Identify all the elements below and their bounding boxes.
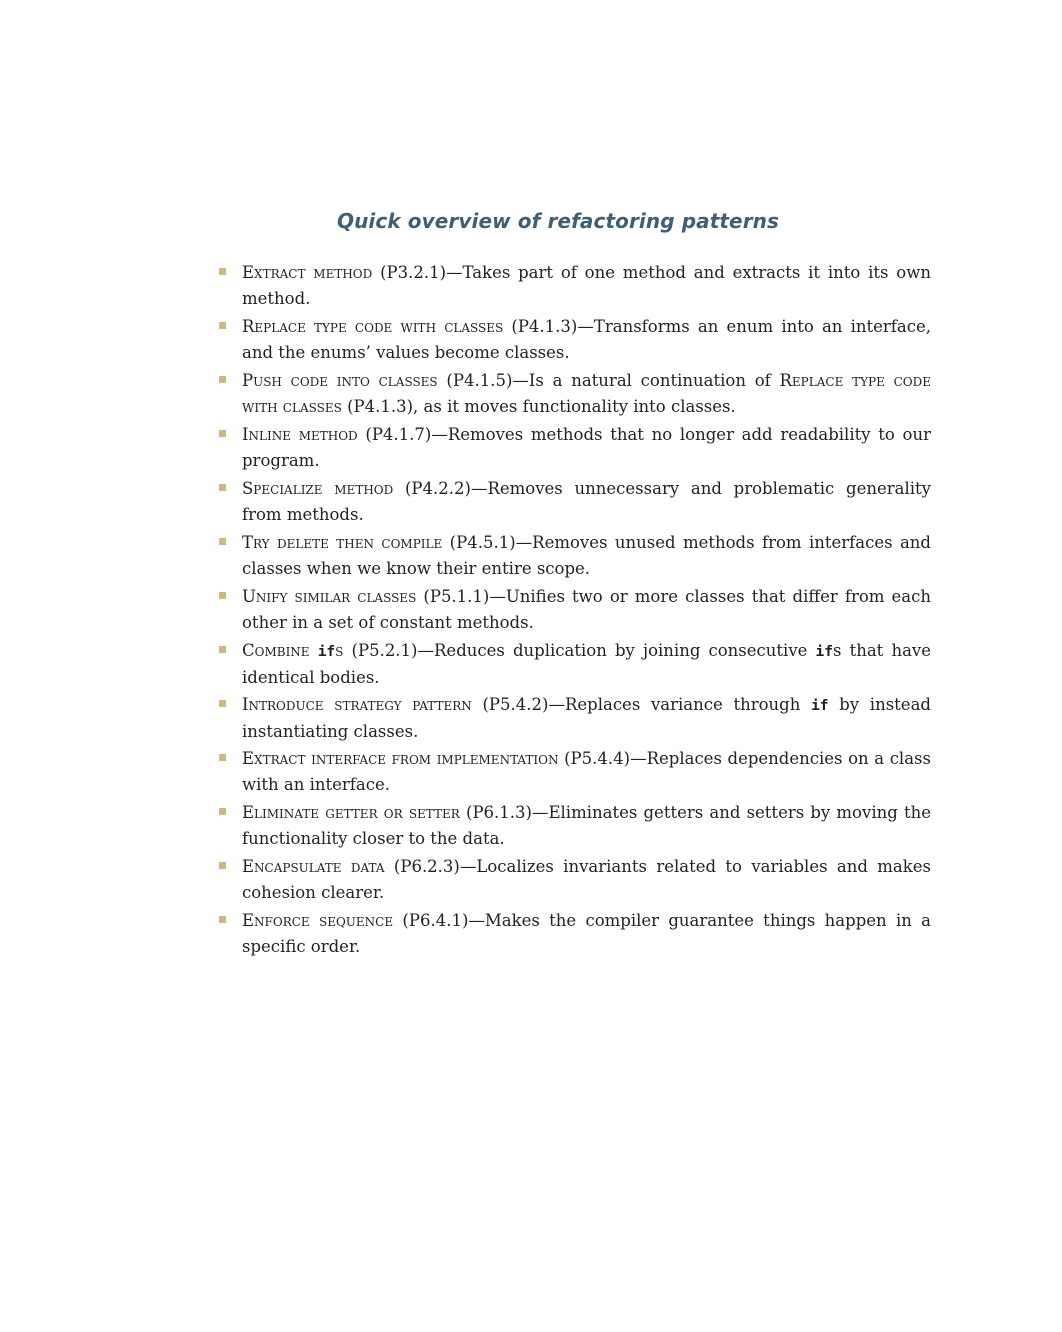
code-keyword: if <box>317 644 336 660</box>
square-bullet-icon <box>219 322 226 329</box>
pattern-ref: (P6.4.1) <box>393 911 469 930</box>
pattern-desc: s that have identical bodies. <box>242 641 931 687</box>
pattern-desc: —Replaces variance through <box>548 695 812 714</box>
list-item <box>219 476 931 530</box>
pattern-desc: —Replaces dependencies on a class with an interface. <box>242 749 931 794</box>
pattern-name: Specialize method <box>242 479 394 498</box>
square-bullet-icon <box>219 268 226 275</box>
square-bullet-icon <box>219 376 226 383</box>
pattern-ref: (P4.1.3) <box>503 317 578 336</box>
pattern-name: Extract interface from implementation <box>242 749 559 768</box>
pattern-desc: —Is a natural continuation of <box>512 371 780 390</box>
pattern-ref: (P4.1.5) <box>437 371 513 390</box>
pattern-ref: (P6.2.3) <box>384 857 460 876</box>
pattern-name: Introduce strategy pattern <box>242 695 472 714</box>
list-item <box>219 908 931 962</box>
list-item <box>219 692 931 746</box>
pattern-desc: —Removes methods that no longer add readability to our program. <box>242 425 931 470</box>
pattern-name: Combine <box>242 641 318 660</box>
list-item <box>219 800 931 854</box>
pattern-ref: (P6.1.3) <box>459 803 532 822</box>
list-item <box>219 422 931 476</box>
pattern-ref: (P5.4.2) <box>471 695 549 714</box>
pattern-ref: (P5.4.4) <box>558 749 631 768</box>
pattern-desc: —Unifies two or more classes that differ from each other in a set of constant methods. <box>242 587 931 632</box>
list-item <box>219 260 931 314</box>
list-item <box>219 746 931 800</box>
pattern-name: Inline method <box>242 425 358 444</box>
pattern-ref: (P3.2.1) <box>372 263 447 282</box>
pattern-name-suffix: s <box>335 641 344 660</box>
pattern-name: Eliminate getter or setter <box>242 803 460 822</box>
pattern-name: Replace type code with classes <box>242 317 504 336</box>
square-bullet-icon <box>219 592 226 599</box>
square-bullet-icon <box>219 916 226 923</box>
pattern-name: Enforce sequence <box>242 911 394 930</box>
pattern-ref: (P4.1.7) <box>357 425 432 444</box>
pattern-ref: (P5.1.1) <box>416 587 490 606</box>
list-item <box>219 638 931 692</box>
pattern-desc: —Makes the compiler guarantee things happen in a specific order. <box>242 911 931 956</box>
pattern-name: Extract method <box>242 263 373 282</box>
list-item <box>219 530 931 584</box>
pattern-name: Encapsulate data <box>242 857 385 876</box>
square-bullet-icon <box>219 484 226 491</box>
section-title: Quick overview of refactoring patterns <box>336 209 780 233</box>
code-keyword: if <box>815 644 833 660</box>
pattern-desc: —Reduces duplication by joining consecutive <box>417 641 816 660</box>
pattern-desc: —Transforms an enum into an interface, and the enums’ values become classes. <box>242 317 931 362</box>
pattern-desc: —Removes unnecessary and problematic generality from methods. <box>242 479 931 524</box>
square-bullet-icon <box>219 808 226 815</box>
list-item <box>219 314 931 368</box>
pattern-ref: (P4.5.1) <box>442 533 516 552</box>
square-bullet-icon <box>219 754 226 761</box>
pattern-desc: —Removes unused methods from interfaces and classes when we know their entire scope. <box>242 533 931 578</box>
pattern-ref: (P5.2.1) <box>343 641 418 660</box>
square-bullet-icon <box>219 430 226 437</box>
pattern-list <box>219 260 931 962</box>
pattern-desc: —Takes part of one method and extracts it into its own method. <box>242 263 931 308</box>
pattern-name-reference: Replace type code with classes <box>242 371 931 416</box>
pattern-desc: by instead instantiating classes. <box>242 695 931 741</box>
pattern-name: Push code into classes <box>242 371 438 390</box>
code-keyword: if <box>811 698 829 714</box>
pattern-name: Unify similar classes <box>242 587 417 606</box>
pattern-desc: —Localizes invariants related to variables and makes cohesion clearer. <box>242 857 931 902</box>
pattern-desc: (P4.1.3), as it moves functionality into classes. <box>341 397 736 416</box>
square-bullet-icon <box>219 538 226 545</box>
list-item <box>219 368 931 422</box>
pattern-name: Try delete then compile <box>242 533 443 552</box>
pattern-desc: —Eliminates getters and setters by moving the functionality closer to the data. <box>242 803 931 848</box>
list-item <box>219 854 931 908</box>
list-item <box>219 584 931 638</box>
pattern-ref: (P4.2.2) <box>393 479 471 498</box>
square-bullet-icon <box>219 646 226 653</box>
square-bullet-icon <box>219 862 226 869</box>
square-bullet-icon <box>219 700 226 707</box>
